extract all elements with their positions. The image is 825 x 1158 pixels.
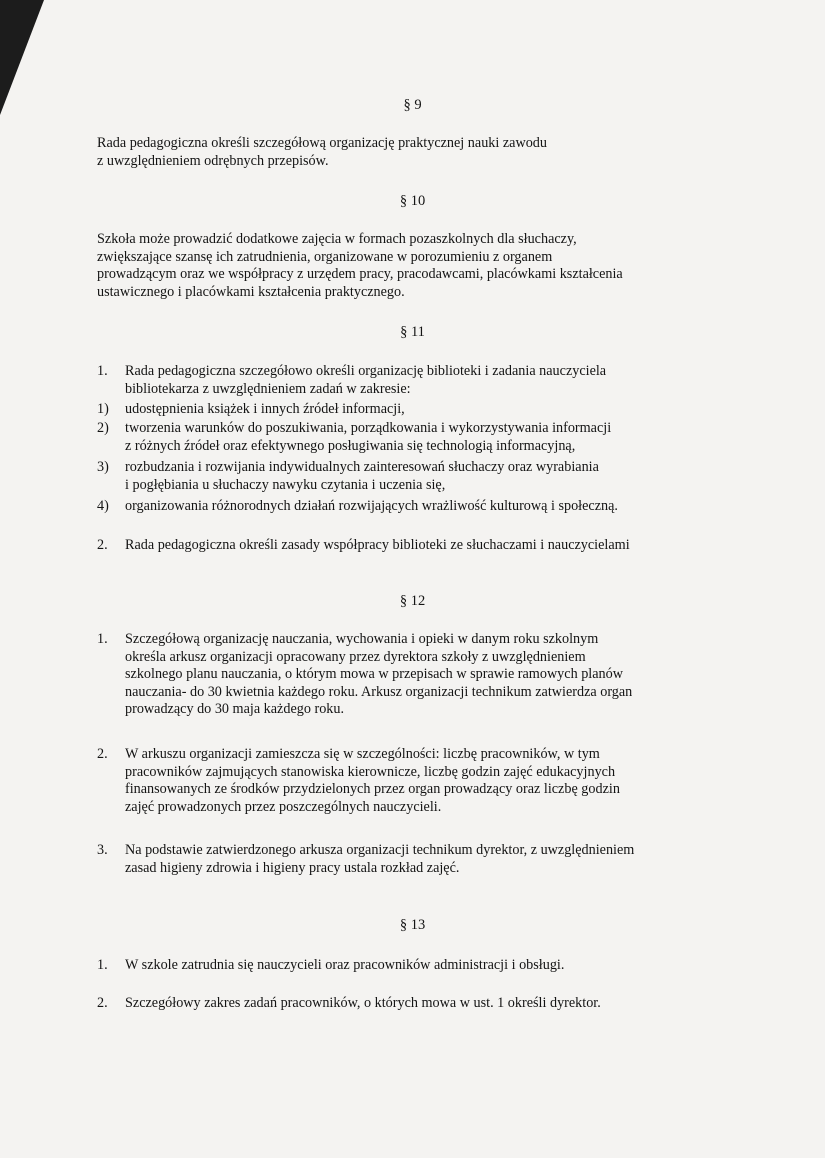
text-line: Rada pedagogiczna określi szczegółową organizację praktycznej nauki zawodu — [97, 135, 547, 151]
section-heading-11: § 11 — [400, 324, 425, 340]
section-heading-13: § 13 — [399, 917, 426, 933]
item-number: 4) — [97, 498, 109, 514]
text-line: z różnych źródeł oraz efektywnego posługiwania się technologią informacyjną, — [125, 437, 576, 454]
section-9-paragraph — [97, 135, 737, 170]
text-line: zajęć prowadzonych przez poszczególnych nauczycieli. — [125, 798, 442, 815]
text-line: pracowników zajmujących stanowiska kierownicze, liczbę godzin zajęć edukacyjnych — [125, 763, 616, 780]
text-line: tworzenia warunków do poszukiwania, porządkowania i wykorzystywania informacji — [125, 420, 612, 436]
text-line: Szczegółowy zakres zadań pracowników, o których mowa w ust. 1 określi dyrektor. — [125, 995, 601, 1011]
item-number: 2. — [97, 537, 108, 553]
item-number: 1. — [97, 957, 108, 973]
text-line: szkolnego planu nauczania, o którym mowa w przepisach w sprawie ramowych planów — [125, 666, 623, 682]
text-line: z uwzględnieniem odrębnych przepisów. — [97, 152, 329, 169]
item-number: 1. — [97, 363, 108, 379]
text-line: W arkuszu organizacji zamieszcza się w szczególności: liczbę pracowników, w tym — [125, 746, 600, 762]
text-line: organizowania różnorodnych działań rozwijających wrażliwość kulturową i społeczną. — [125, 498, 618, 514]
item-number: 3) — [97, 459, 109, 475]
text-line: W szkole zatrudnia się nauczycieli oraz pracowników administracji i obsługi. — [125, 957, 565, 973]
text-line: udostępnienia książek i innych źródeł informacji, — [125, 401, 405, 417]
text-line: określa arkusz organizacji opracowany przez dyrektora szkoły z uwzględnieniem — [125, 648, 586, 665]
text-line: i pogłębiania u słuchaczy nawyku czytania i uczenia się, — [125, 476, 446, 493]
text-line: Szkoła może prowadzić dodatkowe zajęcia w formach pozaszkolnych dla słuchaczy, — [97, 231, 577, 247]
item-number: 2. — [97, 746, 108, 762]
text-line: finansowanych ze środków przydzielonych przez organ prowadzący oraz liczbę godzin — [125, 781, 620, 797]
text-line: rozbudzania i rozwijania indywidualnych zainteresowań słuchaczy oraz wyrabiania — [125, 459, 599, 475]
section-heading-10: § 10 — [399, 193, 426, 209]
text-line: Rada pedagogiczna szczegółowo określi organizację biblioteki i zadania nauczyciela — [125, 363, 607, 379]
item-number: 3. — [97, 842, 108, 858]
item-number: 2. — [97, 995, 108, 1011]
section-10-paragraph — [97, 231, 737, 301]
text-line: Rada pedagogiczna określi zasady współpracy biblioteki ze słuchaczami i nauczycielami — [125, 537, 630, 553]
text-line: Na podstawie zatwierdzonego arkusza organizacji technikum dyrektor, z uwzględnieniem — [125, 842, 635, 858]
text-line: prowadzący do 30 maja każdego roku. — [125, 701, 345, 717]
text-line: zwiększające szansę ich zatrudnienia, organizowane w porozumieniu z organem — [97, 248, 553, 265]
section-heading-12: § 12 — [399, 593, 426, 609]
section-heading-9: § 9 — [403, 97, 422, 113]
text-line: ustawicznego i placówkami kształcenia praktycznego. — [97, 283, 405, 300]
text-line: zasad higieny zdrowia i higieny pracy ustala rozkład zajęć. — [125, 859, 460, 876]
item-number: 1. — [97, 631, 108, 647]
text-line: bibliotekarza z uwzględnieniem zadań w zakresie: — [125, 380, 411, 397]
item-number: 1) — [97, 401, 109, 417]
text-line: Szczegółową organizację nauczania, wychowania i opieki w danym roku szkolnym — [125, 631, 599, 647]
text-line: prowadzącym oraz we współpracy z urzędem pracy, pracodawcami, placówkami kształcenia — [97, 266, 623, 282]
item-number: 2) — [97, 420, 109, 436]
text-line: nauczania- do 30 kwietnia każdego roku. Arkusz organizacji technikum zatwierdza organ — [125, 683, 633, 700]
